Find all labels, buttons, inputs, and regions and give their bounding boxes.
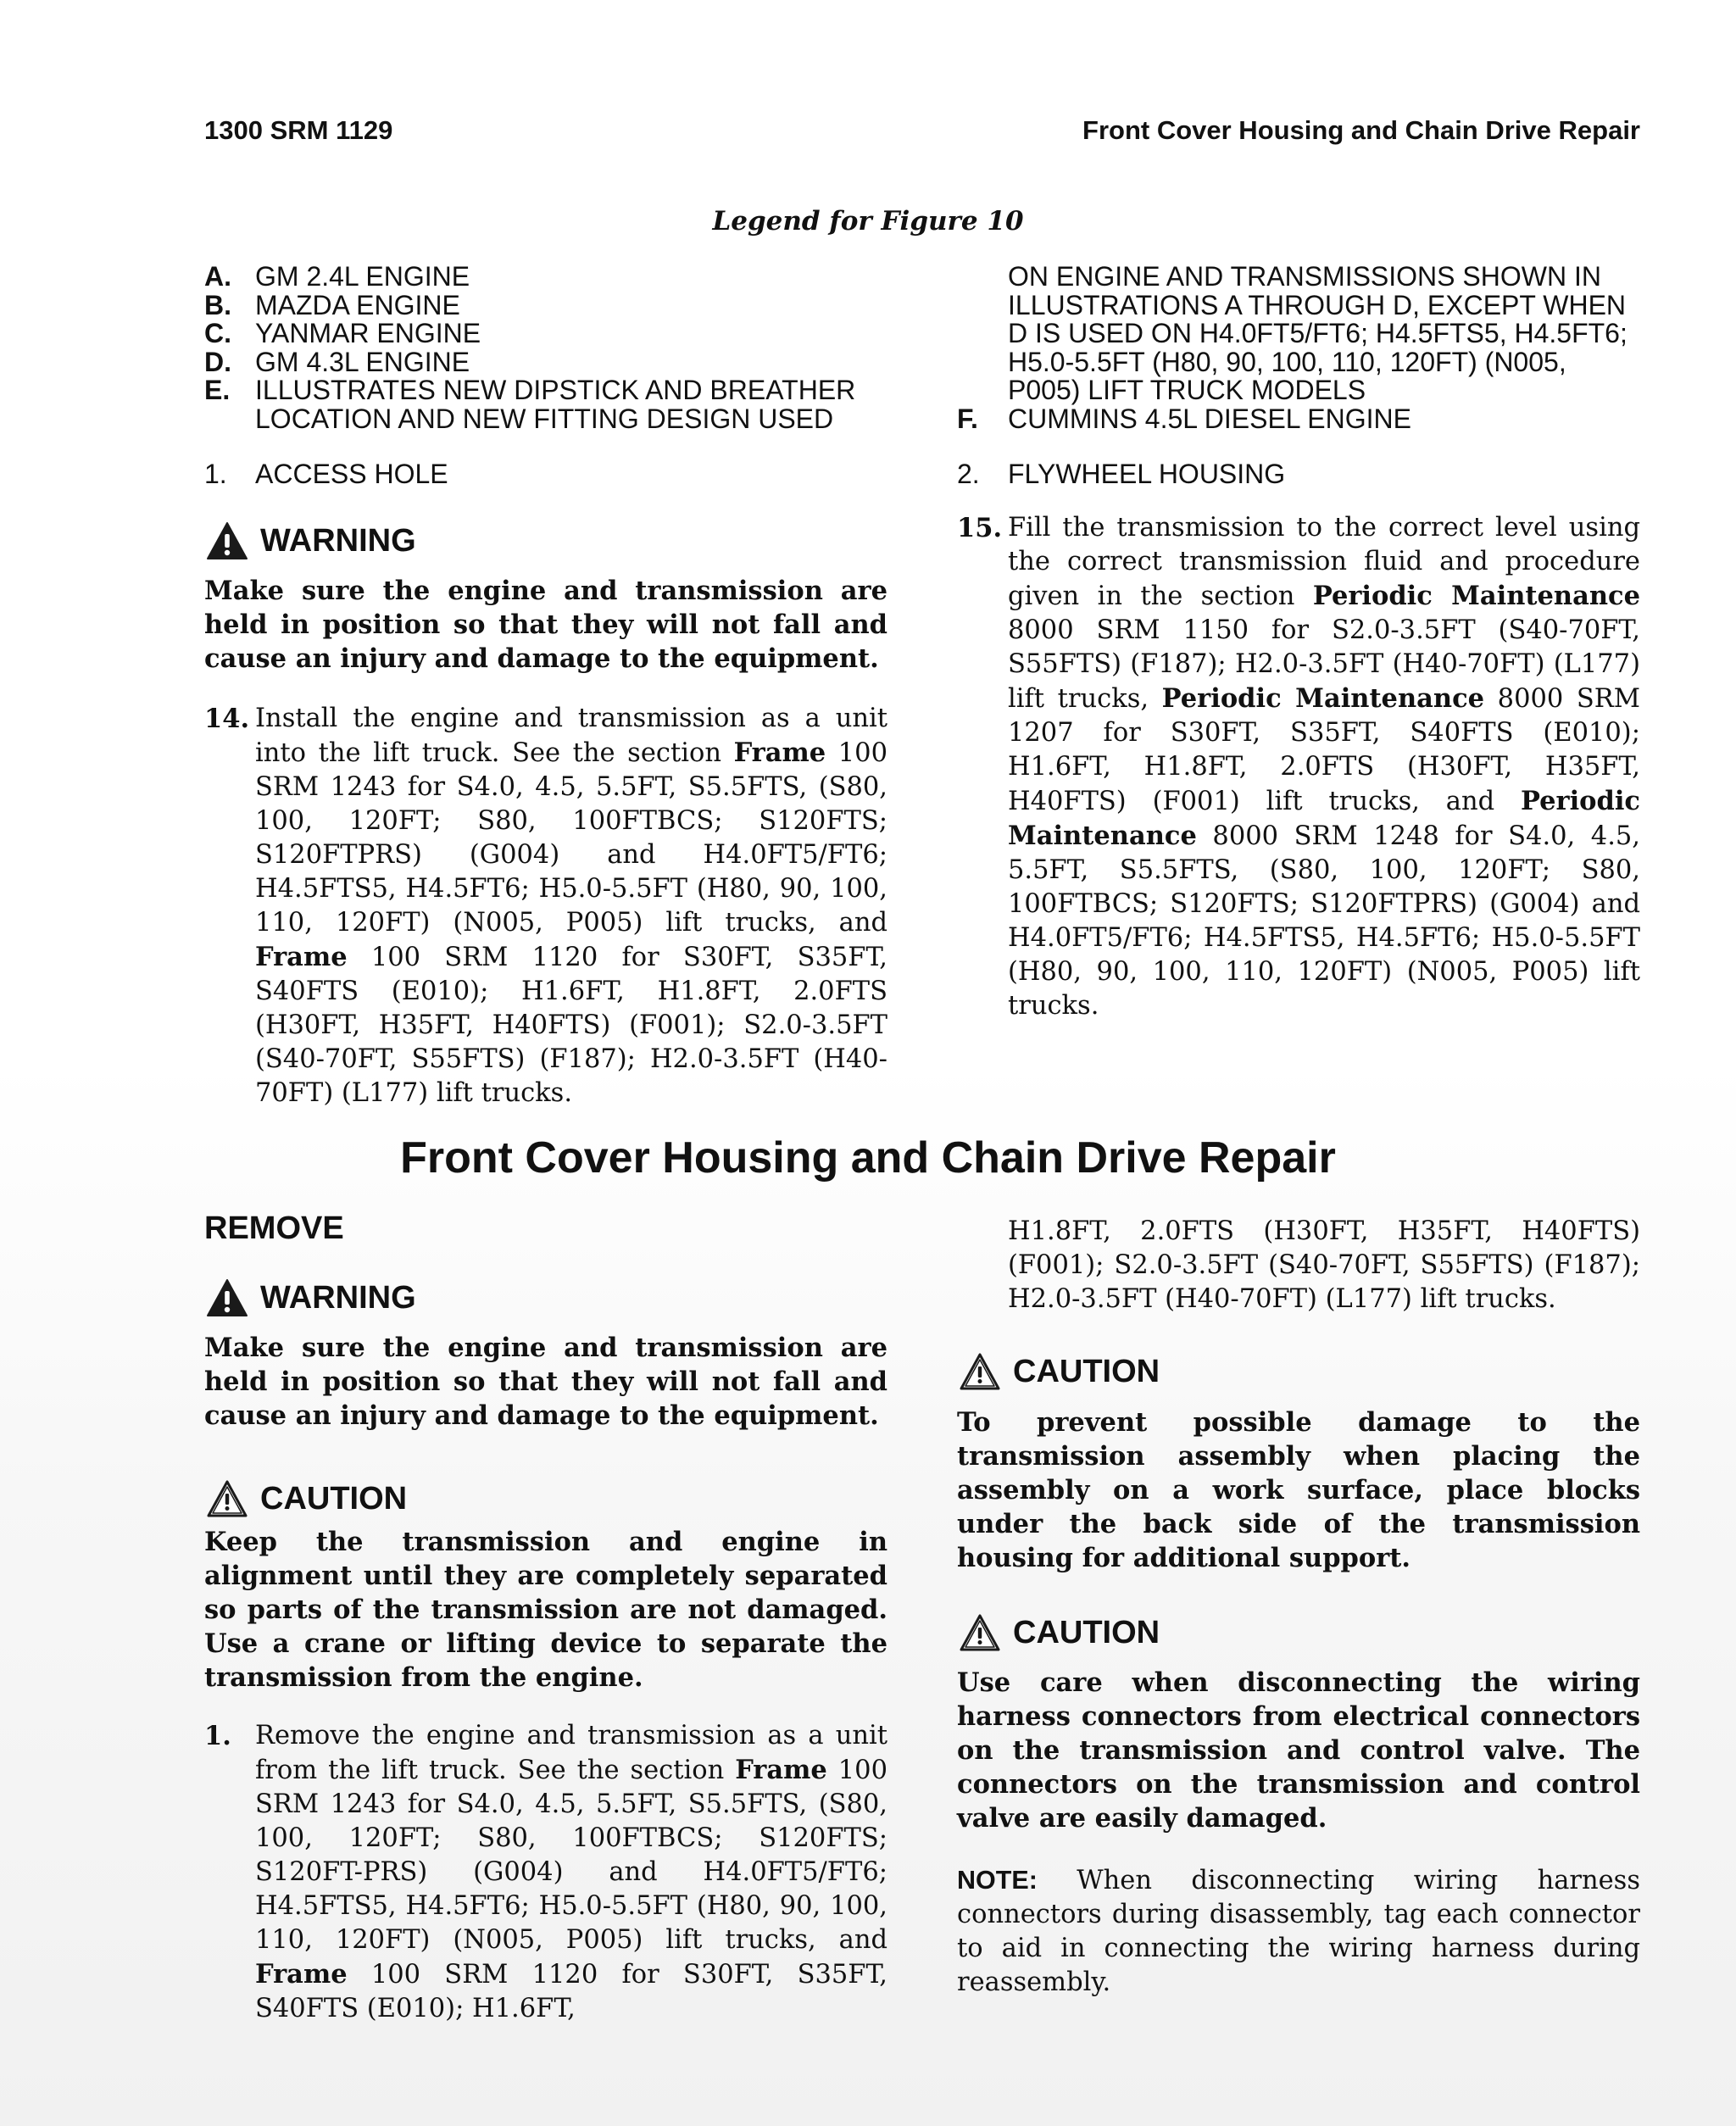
legend-text: GM 2.4L ENGINE [255,261,470,292]
caution-triangle-icon [206,1479,248,1518]
legend-number: 1. [204,459,227,489]
warning-triangle-icon [206,521,248,560]
warning-triangle-icon [206,1278,248,1317]
legend-text: ACCESS HOLE [255,459,448,489]
legend-item [204,320,893,348]
warning-text: Make sure the engine and transmission are held in position so that they will not fall and cause an injury and damage to the equipment. [204,576,887,674]
remove-heading: REMOVE [204,1210,344,1246]
step-text: Fill the transmission to the correct level using the correct transmission fluid and procedure given in the section Periodic Maintenance 8000 SRM 1150 for S2.0-3.5FT (S40-70FT, S55FTS) (F187); H2.0-3.5FT (H40-70FT) (L177) lift trucks, Periodic Maintenance 8000 SRM 1207 for S30FT, S35FT, S40FTS (E010); H1.6FT, H1.8FT, 2.0FTS (H30FT, H35FT, H40FTS) (F001) lift trucks, and Periodic Maintenance 8000 SRM 1248 for S4.0, 4.5, 5.5FT, S5.5FTS, (S80, 100, 120FT; S80, 100FTBCS; S120FTS; S120FTPRS) (G004) and H4.0FT5/FT6; H4.5FTS5, H4.5FT6; H5.0-5.5FT (H80, 90, 100, 110, 120FT) (N005, P005) lift trucks. [1008,513,1640,1021]
step-text: Install the engine and transmission as a unit into the lift truck. See the section Frame 100 SRM 1243 for S4.0, 4.5, 5.5FT, S5.5FTS, (S80, 100, 120FT; S80, 100FTBCS; S120FTS; S120FTPRS) (G004) and H4.0FT5/FT6; H4.5FTS5, H4.5FT6; H5.0-5.5FT (H80, 90, 100, 110, 120FT) (N005, P005) lift trucks, and Frame 100 SRM 1120 for S30FT, S35FT, S40FTS (E010); H1.6FT, H1.8FT, 2.0FTS (H30FT, H35FT, H40FTS) (F001); S2.0-3.5FT (S40-70FT, S55FTS) (F187); H2.0-3.5FT (H40-70FT) (L177) lift trucks. [255,704,887,1108]
legend-title: Legend for Figure 10 [712,206,1024,237]
legend-text: ILLUSTRATES NEW DIPSTICK AND BREATHER LOCATION AND NEW FITTING DESIGN USED [255,375,856,434]
legend-text: MAZDA ENGINE [255,289,460,320]
step-14 [204,702,887,1110]
note-paragraph [957,1863,1640,2000]
caution-label: CAUTION [260,1480,408,1517]
legend-text: FLYWHEEL HOUSING [1008,459,1286,489]
warning-text: Make sure the engine and transmission are held in position so that they will not fall and cause an injury and damage to the equipment. [204,1333,887,1431]
caution-text: Keep the transmission and engine in alignment until they are completely separated so parts of the transmission are not damaged. Use a crane or lifting device to separate the transmission from the engine. [204,1527,887,1693]
legend-item [204,376,893,433]
caution-text: To prevent possible damage to the transmission assembly when placing the assembly on a work surface, place blocks under the back side of the transmission housing for additional support. [957,1407,1640,1573]
legend-right-list [957,263,1644,433]
step-number: 14. [204,704,250,734]
step-1 [204,1719,887,2026]
note-text: When disconnecting wiring harness connectors during disassembly, tag each connector to aid in connecting the wiring harness during reassembly. [957,1866,1640,1997]
legend-number: 2. [957,459,980,489]
legend-text: GM 4.3L ENGINE [255,346,470,377]
step-number: 1. [204,1721,231,1751]
caution-label: CAUTION [1013,1614,1160,1650]
legend-numbered-item [204,460,448,488]
warning-label: WARNING [260,522,416,559]
step-text: Remove the engine and transmission as a unit from the lift truck. See the section Frame 100 SRM 1243 for S4.0, 4.5, 5.5FT, S5.5FTS, (S80, 100, 120FT; S80, 100FTBCS; S120FTS; S120FT-PRS) (G004) and H4.0FT5/FT6; H4.5FTS5, H4.5FT6; H5.0-5.5FT (H80, 90, 100, 110, 120FT) (N005, P005) lift trucks, and Frame 100 SRM 1120 for S30FT, S35FT, S40FTS (E010); H1.6FT, [255,1721,887,2023]
caution-heading [959,1352,1160,1391]
legend-letter: C. [204,318,231,348]
legend-numbered-item [957,460,1285,488]
legend-letter: F. [957,403,978,434]
warning-label: WARNING [260,1279,416,1316]
note-label: NOTE: [957,1866,1038,1895]
step-number: 15. [957,513,1003,543]
caution-triangle-icon [959,1613,1001,1652]
page-header-left: 1300 SRM 1129 [204,115,393,145]
page-header-right: Front Cover Housing and Chain Drive Repair [1082,115,1640,145]
step-1-continuation: H1.8FT, 2.0FTS (H30FT, H35FT, H40FTS) (F001); S2.0-3.5FT (S40-70FT, S55FTS) (F187); H2.0-3.5FT (H40-70FT) (L177) lift trucks. [1008,1216,1640,1314]
caution-heading [959,1613,1160,1652]
legend-item [957,405,1644,434]
legend-item-continuation [957,263,1644,405]
legend-item [204,263,893,292]
caution-heading [206,1479,407,1518]
legend-text: CUMMINS 4.5L DIESEL ENGINE [1008,403,1411,434]
step-15 [957,511,1640,1023]
caution-triangle-icon [959,1352,1001,1391]
legend-text: YANMAR ENGINE [255,318,481,348]
caution-text: Use care when disconnecting the wiring harness connectors from electrical connectors on the transmission and control valve. The connectors on the transmission and control valve are easily damaged. [957,1667,1640,1834]
legend-letter: A. [204,261,231,292]
caution-label: CAUTION [1013,1353,1160,1389]
warning-heading [206,1278,416,1317]
legend-text: ON ENGINE AND TRANSMISSIONS SHOWN IN ILLUSTRATIONS A THROUGH D, EXCEPT WHEN D IS USED ON H4.0FT5/FT6; H4.5FTS5, H4.5FT6; H5.0-5.5FT (H80, 90, 100, 110, 120FT) (N005, P005) LIFT TRUCK MODELS [1008,261,1628,405]
legend-letter: B. [204,289,231,320]
section-title: Front Cover Housing and Chain Drive Repair [400,1133,1336,1183]
legend-letter: E. [204,375,231,405]
warning-heading [206,521,416,560]
legend-item [204,348,893,377]
legend-left-list [204,263,893,433]
legend-letter: D. [204,346,231,377]
legend-item [204,289,893,320]
